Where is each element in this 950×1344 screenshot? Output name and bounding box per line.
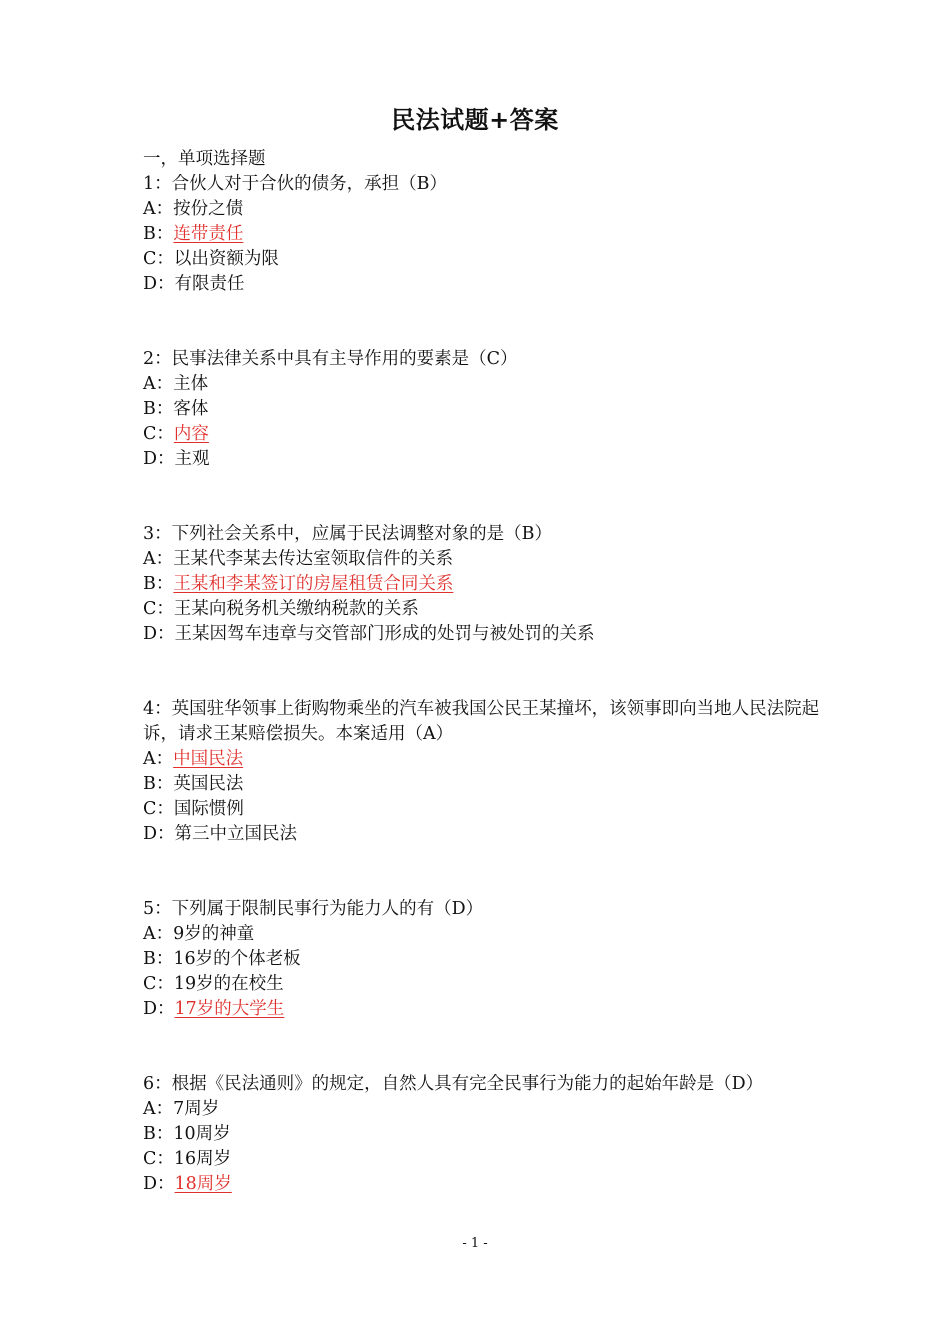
question-stem: 4：英国驻华领事上街购物乘坐的汽车被我国公民王某撞坏，该领事即向当地人民法院起诉，请求王某赔偿损失。本案适用（A）	[143, 699, 820, 744]
option-text: 19岁的在校生	[173, 974, 284, 994]
answer-option	[143, 797, 823, 822]
answer-option	[143, 272, 823, 297]
option-label: B：	[143, 224, 174, 244]
option-label: A：	[143, 1099, 174, 1119]
question-stem: 3：下列社会关系中，应属于民法调整对象的是（B）	[143, 524, 552, 544]
answer-option	[143, 447, 823, 472]
option-text: 按份之债	[173, 199, 244, 219]
option-text: 王某向税务机关缴纳税款的关系	[173, 599, 419, 619]
question-spacer	[143, 1022, 823, 1072]
option-label: D：	[143, 1174, 175, 1194]
option-label: C：	[143, 799, 174, 819]
option-label: D：	[143, 824, 175, 844]
question-spacer	[143, 847, 823, 897]
option-label: A：	[143, 374, 174, 394]
option-label: D：	[143, 274, 175, 294]
answer-option	[143, 422, 823, 447]
answer-option	[143, 397, 823, 422]
answer-option	[143, 597, 823, 622]
option-text: 第三中立国民法	[174, 824, 298, 844]
option-label: A：	[143, 749, 174, 769]
page-number: - 1 -	[462, 1236, 488, 1251]
answer-option	[143, 922, 823, 947]
section-heading: 一，单项选择题	[143, 149, 266, 169]
question-spacer	[143, 297, 823, 347]
answer-option	[143, 947, 823, 972]
question-stem: 2：民事法律关系中具有主导作用的要素是（C）	[143, 349, 518, 369]
option-text: 9岁的神童	[173, 924, 255, 944]
option-text: 主观	[174, 449, 210, 469]
answer-option	[143, 972, 823, 997]
question-block	[143, 522, 823, 697]
option-text: 王某因驾车违章与交管部门形成的处罚与被处罚的关系	[174, 624, 595, 644]
option-label: C：	[143, 599, 174, 619]
option-label: B：	[143, 399, 174, 419]
answer-option	[143, 747, 823, 772]
option-text: 16岁的个体老板	[173, 949, 301, 969]
option-text: 10周岁	[173, 1124, 231, 1144]
answer-option	[143, 372, 823, 397]
option-text: 16周岁	[173, 1149, 232, 1169]
option-text: 国际惯例	[173, 799, 244, 819]
answer-option	[143, 247, 823, 272]
option-label: B：	[143, 774, 174, 794]
option-label: B：	[143, 949, 174, 969]
question-block	[143, 697, 823, 897]
option-label: C：	[143, 974, 174, 994]
answer-option	[143, 822, 823, 847]
option-label: D：	[143, 624, 175, 644]
question-spacer	[143, 472, 823, 522]
option-label: A：	[143, 199, 174, 219]
question-block	[143, 347, 823, 522]
option-label: D：	[143, 999, 175, 1019]
answer-option	[143, 997, 823, 1022]
option-text: 主体	[173, 374, 209, 394]
option-text: 以出资额为限	[173, 249, 279, 269]
correct-answer-text: 17岁的大学生	[174, 999, 285, 1019]
question-stem: 6：根据《民法通则》的规定，自然人具有完全民事行为能力的起始年龄是（D）	[143, 1074, 764, 1094]
option-text: 客体	[173, 399, 209, 419]
answer-option	[143, 1172, 823, 1197]
option-text: 7周岁	[173, 1099, 220, 1119]
question-stem: 1：合伙人对于合伙的债务，承担（B）	[143, 174, 447, 194]
answer-option	[143, 1147, 823, 1172]
option-text: 英国民法	[173, 774, 244, 794]
question-list	[143, 147, 823, 1197]
correct-answer-text: 王某和李某签订的房屋租赁合同关系	[173, 574, 454, 594]
correct-answer-text: 18周岁	[174, 1174, 232, 1194]
answer-option	[143, 547, 823, 572]
correct-answer-text: 连带责任	[173, 224, 244, 244]
option-text: 有限责任	[174, 274, 245, 294]
option-label: C：	[143, 1149, 174, 1169]
option-label: D：	[143, 449, 175, 469]
question-block	[143, 1072, 823, 1197]
option-label: A：	[143, 924, 174, 944]
option-label: B：	[143, 574, 174, 594]
option-label: A：	[143, 549, 174, 569]
answer-option	[143, 197, 823, 222]
answer-option	[143, 572, 823, 597]
question-stem: 5：下列属于限制民事行为能力人的有（D）	[143, 899, 484, 919]
answer-option	[143, 222, 823, 247]
question-block	[143, 897, 823, 1072]
answer-option	[143, 1097, 823, 1122]
option-label: C：	[143, 424, 174, 444]
answer-option	[143, 772, 823, 797]
option-label: B：	[143, 1124, 174, 1144]
option-label: C：	[143, 249, 174, 269]
answer-option	[143, 622, 823, 647]
correct-answer-text: 内容	[173, 424, 209, 444]
question-block	[143, 172, 823, 347]
correct-answer-text: 中国民法	[173, 749, 244, 769]
option-text: 王某代李某去传达室领取信件的关系	[173, 549, 454, 569]
answer-option	[143, 1122, 823, 1147]
document-title: 民法试题+答案	[391, 106, 559, 134]
question-spacer	[143, 647, 823, 697]
